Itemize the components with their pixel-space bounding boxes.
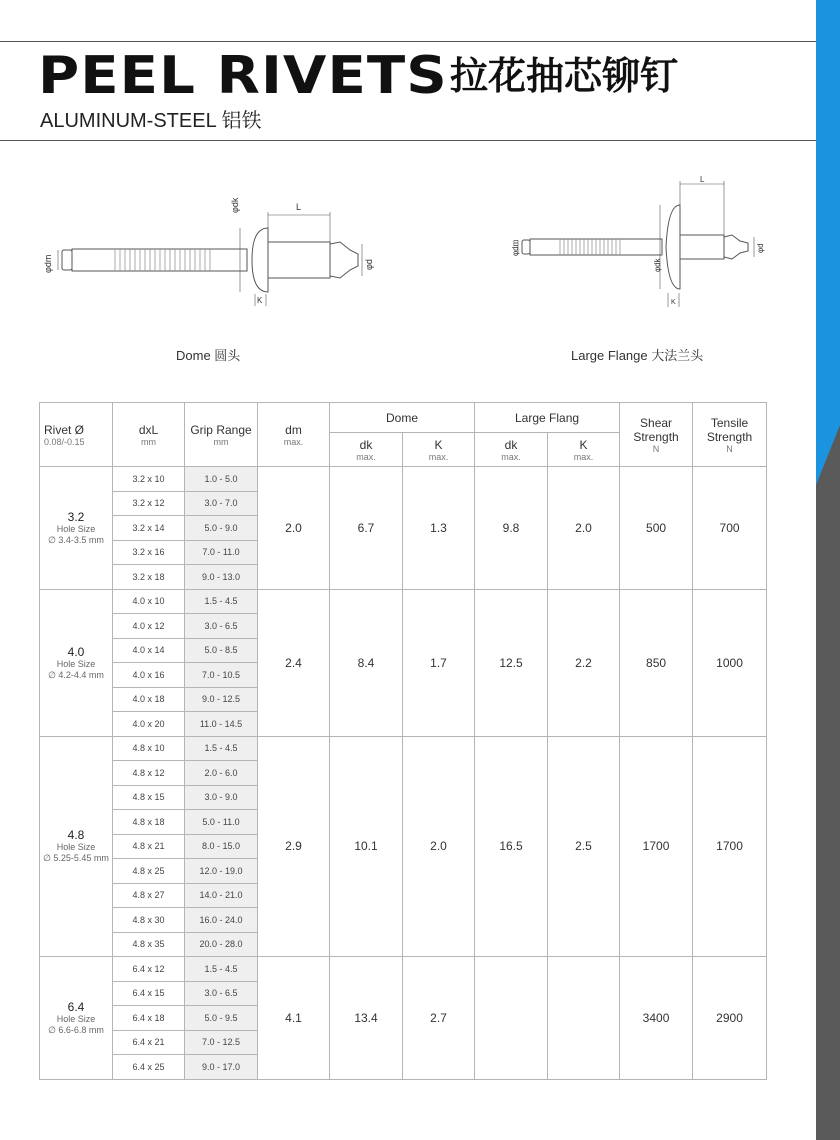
size-cell: 3.2 x 16: [113, 540, 185, 565]
grip-range-cell: 3.0 - 6.5: [185, 614, 258, 639]
shear-cell: 500: [620, 467, 693, 590]
size-cell: 4.8 x 27: [113, 883, 185, 908]
hole-size-label: Hole Size: [56, 523, 96, 534]
grip-range-cell: 9.0 - 13.0: [185, 565, 258, 590]
size-cell: 4.0 x 18: [113, 687, 185, 712]
size-cell: 4.0 x 20: [113, 712, 185, 737]
table-row: [40, 589, 767, 614]
dim-label-l: L: [296, 202, 302, 212]
dm-cell: 2.4: [258, 589, 330, 736]
col-header-flange: Large Flang: [475, 403, 620, 433]
size-cell: 4.8 x 15: [113, 785, 185, 810]
dome-caption: Dome 圆头: [176, 348, 241, 363]
tensile-cell: 1000: [693, 589, 767, 736]
spec-table-body: [40, 467, 767, 1080]
hole-size-value: ∅ 4.2-4.4 mm: [48, 669, 104, 680]
dm-header-label: dm: [285, 422, 302, 437]
mandrel-head: [330, 242, 358, 278]
grip-range-cell: 9.0 - 17.0: [185, 1055, 258, 1080]
grip-range-cell: 3.0 - 6.5: [185, 981, 258, 1006]
hole-size-label: Hole Size: [56, 1013, 96, 1024]
rivet-diameter-cell: [40, 736, 113, 957]
col-header-dome: Dome: [330, 403, 475, 433]
rivet-body: [268, 242, 330, 278]
table-row: [40, 736, 767, 761]
grip-range-cell: 3.0 - 9.0: [185, 785, 258, 810]
flange-dk-unit: max.: [501, 451, 521, 462]
tensile-header-unit: N: [726, 443, 733, 454]
mandrel-shank: [72, 249, 247, 271]
hole-size-label: Hole Size: [56, 658, 96, 669]
side-accent-bar: [816, 0, 840, 425]
flange-k-cell: 2.5: [548, 736, 620, 957]
dim-label-dm: φdm: [43, 254, 53, 273]
spec-table: [39, 402, 767, 1080]
dome-dk-unit: max.: [356, 451, 376, 462]
flange-dk-cell: 16.5: [475, 736, 548, 957]
flange-mandrel-grooves: [560, 239, 620, 255]
tensile-cell: 700: [693, 467, 767, 590]
dm-header-unit: max.: [283, 436, 304, 447]
size-cell: 6.4 x 21: [113, 1030, 185, 1055]
size-cell: 3.2 x 10: [113, 467, 185, 492]
dim-label-k: K: [257, 296, 263, 305]
dome-k-unit: max.: [428, 451, 449, 462]
shear-cell: 1700: [620, 736, 693, 957]
size-cell: 4.8 x 12: [113, 761, 185, 786]
rivet-header-tolerance: 0.08/-0.15: [44, 436, 85, 447]
grip-range-cell: 3.0 - 7.0: [185, 491, 258, 516]
dome-k-label: K: [434, 437, 443, 452]
flange-caption: Large Flange 大法兰头: [571, 348, 704, 363]
size-cell: 4.8 x 10: [113, 736, 185, 761]
dome-k-cell: 2.7: [403, 957, 475, 1080]
flange-k-unit: max.: [573, 451, 594, 462]
grip-range-cell: 9.0 - 12.5: [185, 687, 258, 712]
size-cell: 4.0 x 12: [113, 614, 185, 639]
rivet-diameter: 4.0: [67, 644, 85, 659]
dome-k-cell: 1.7: [403, 589, 475, 736]
dim-label-d: φd: [364, 259, 374, 270]
side-accent-notch: [816, 425, 840, 485]
size-cell: 4.8 x 35: [113, 932, 185, 957]
flange-dim-label-k: K: [671, 299, 676, 306]
size-cell: 4.0 x 14: [113, 638, 185, 663]
rivet-diameter-cell: [40, 467, 113, 590]
table-row: [40, 957, 767, 982]
hole-size-label: Hole Size: [56, 842, 96, 853]
flange-k-cell: 2.0: [548, 467, 620, 590]
flange-head: [666, 205, 680, 289]
flange-dk-cell: [475, 957, 548, 1080]
rivet-header-label: Rivet Ø: [44, 422, 85, 437]
col-header-grip: [185, 403, 258, 467]
rivet-diameter-cell: [40, 589, 113, 736]
col-header-shear: [620, 403, 693, 467]
mandrel-grooves: [115, 249, 210, 271]
grip-range-cell: 5.0 - 11.0: [185, 810, 258, 835]
size-cell: 4.0 x 10: [113, 589, 185, 614]
grip-range-cell: 1.5 - 4.5: [185, 589, 258, 614]
col-header-dm: [258, 403, 330, 467]
shear-cell: 3400: [620, 957, 693, 1080]
size-cell: 4.8 x 21: [113, 834, 185, 859]
page-title: PEEL RIVETS: [38, 46, 448, 106]
size-cell: 4.8 x 30: [113, 908, 185, 933]
page-subtitle: ALUMINUM-STEEL 铝铁: [40, 110, 262, 132]
rivet-diameter: 6.4: [67, 999, 85, 1014]
grip-range-cell: 5.0 - 9.5: [185, 1006, 258, 1031]
grip-range-cell: 5.0 - 8.5: [185, 638, 258, 663]
shear-header-label: Shear Strength: [633, 415, 679, 444]
flange-rivet-body: [680, 235, 724, 259]
grip-range-cell: 5.0 - 9.0: [185, 516, 258, 541]
size-cell: 6.4 x 18: [113, 1006, 185, 1031]
dm-cell: 2.9: [258, 736, 330, 957]
col-header-tensile: [693, 403, 767, 467]
rivet-diameter: 4.8: [67, 828, 85, 843]
grip-range-cell: 1.0 - 5.0: [185, 467, 258, 492]
flange-k-label: K: [579, 437, 588, 452]
grip-range-cell: 2.0 - 6.0: [185, 761, 258, 786]
flange-rivet-drawing: [508, 175, 778, 310]
col-header-rivet: [40, 403, 113, 467]
grip-range-cell: 12.0 - 19.0: [185, 859, 258, 884]
grip-range-cell: 7.0 - 11.0: [185, 540, 258, 565]
dm-cell: 2.0: [258, 467, 330, 590]
col-header-flange-dk: [475, 433, 548, 467]
flange-dim-label-d: φd: [756, 243, 765, 253]
grip-range-cell: 14.0 - 21.0: [185, 883, 258, 908]
dxl-header-unit: mm: [141, 436, 156, 447]
hole-size-value: ∅ 6.6-6.8 mm: [48, 1024, 104, 1035]
dome-k-cell: 2.0: [403, 736, 475, 957]
grip-range-cell: 7.0 - 12.5: [185, 1030, 258, 1055]
flange-mandrel-end: [522, 240, 530, 254]
flange-dim-label-dm: φdm: [511, 239, 520, 256]
header-rule: [0, 140, 816, 141]
size-cell: 6.4 x 12: [113, 957, 185, 982]
flange-k-cell: 2.2: [548, 589, 620, 736]
grip-range-cell: 11.0 - 14.5: [185, 712, 258, 737]
dim-label-dk: φdk: [230, 197, 240, 213]
size-cell: 4.8 x 18: [113, 810, 185, 835]
flange-dim-label-dk: φdk: [653, 258, 662, 272]
col-header-dome-k: [403, 433, 475, 467]
size-cell: 4.8 x 25: [113, 859, 185, 884]
tensile-cell: 2900: [693, 957, 767, 1080]
size-cell: 3.2 x 14: [113, 516, 185, 541]
tensile-cell: 1700: [693, 736, 767, 957]
dome-dk-cell: 6.7: [330, 467, 403, 590]
grip-header-label: Grip Range: [190, 422, 252, 437]
grip-range-cell: 1.5 - 4.5: [185, 736, 258, 761]
size-cell: 3.2 x 18: [113, 565, 185, 590]
flange-dk-label: dk: [504, 437, 518, 452]
shear-header-unit: N: [652, 443, 660, 454]
size-cell: 4.0 x 16: [113, 663, 185, 688]
rivet-diameter-cell: [40, 957, 113, 1080]
dxl-header-label: dxL: [138, 422, 159, 437]
hole-size-value: ∅ 5.25-5.45 mm: [43, 853, 109, 864]
flange-k-cell: [548, 957, 620, 1080]
size-cell: 6.4 x 25: [113, 1055, 185, 1080]
dome-dk-cell: 13.4: [330, 957, 403, 1080]
grip-range-cell: 1.5 - 4.5: [185, 957, 258, 982]
flange-dim-label-l: L: [700, 175, 705, 184]
mandrel-end: [62, 250, 72, 270]
hole-size-value: ∅ 3.4-3.5 mm: [48, 534, 104, 545]
size-cell: 3.2 x 12: [113, 491, 185, 516]
table-row: [40, 467, 767, 492]
size-cell: 6.4 x 15: [113, 981, 185, 1006]
col-header-dome-dk: [330, 433, 403, 467]
dome-head: [252, 228, 268, 292]
shear-cell: 850: [620, 589, 693, 736]
dome-rivet-drawing: [40, 198, 380, 313]
dome-dk-label: dk: [359, 437, 373, 452]
grip-range-cell: 20.0 - 28.0: [185, 932, 258, 957]
page-title-chinese: 拉花抽芯铆钉: [450, 54, 679, 98]
flange-mandrel-head: [724, 235, 748, 259]
col-header-flange-k: [548, 433, 620, 467]
tensile-header-label: Tensile Strength: [706, 415, 753, 444]
dm-cell: 4.1: [258, 957, 330, 1080]
grip-header-unit: mm: [213, 436, 229, 447]
dome-k-cell: 1.3: [403, 467, 475, 590]
flange-dk-cell: 12.5: [475, 589, 548, 736]
side-dark-bar: [816, 425, 840, 1140]
grip-range-cell: 16.0 - 24.0: [185, 908, 258, 933]
col-header-dxl: [113, 403, 185, 467]
rivet-diameter: 3.2: [67, 509, 85, 524]
grip-range-cell: 7.0 - 10.5: [185, 663, 258, 688]
top-rule: [0, 41, 816, 42]
grip-range-cell: 8.0 - 15.0: [185, 834, 258, 859]
dome-dk-cell: 10.1: [330, 736, 403, 957]
dome-dk-cell: 8.4: [330, 589, 403, 736]
flange-dk-cell: 9.8: [475, 467, 548, 590]
